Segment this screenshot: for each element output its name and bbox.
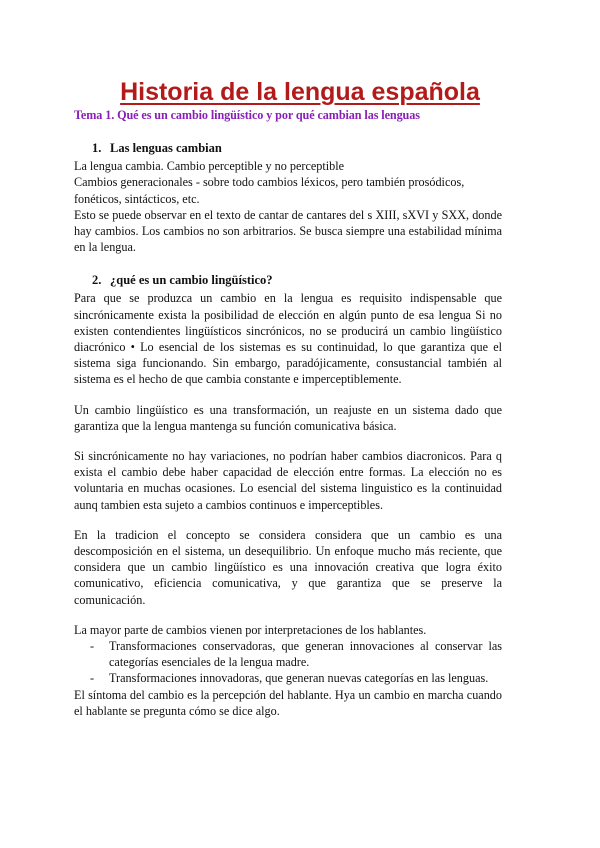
- section-1-line-2: Cambios generacionales - sobre todo cambios léxicos, pero también prosódicos, fonéticos, sintácticos, etc.: [74, 175, 465, 206]
- section-2-number: 2.: [92, 273, 102, 288]
- closing-paragraph: El síntoma del cambio es la percepción del hablante. Hya un cambio en marcha cuando el hablante se pregunta cómo se dice algo.: [74, 687, 502, 718]
- section-2-heading: [92, 273, 502, 288]
- section-1-heading: [92, 141, 502, 156]
- section-2-paragraph-3: Si sincrónicamente no hay variaciones, no podrían haber cambios diacronicos. Para q exista el cambio debe haber capacidad de elección entre formas. La elección no es voluntaria en muchas ocasiones. Lo esencial del sistema linguistico es la continuidad aunq tambien esta sujeto a cambios continuos e imperceptibles.: [74, 449, 502, 512]
- section-1-line-1: La lengua cambia. Cambio perceptible y no perceptible: [74, 159, 345, 174]
- dash-marker: -: [90, 639, 95, 654]
- list-intro: La mayor parte de cambios vienen por interpretaciones de los hablantes.: [74, 622, 427, 637]
- page-title: Historia de la lengua española: [120, 78, 480, 106]
- section-2-paragraph-4: En la tradicion el concepto se considera considera que un cambio es una descomposición en el sistema, un desequilibrio. Un enfoque mucho más reciente, que considera que un cambio lingüístico es una innovación creativa que logra éxito comunicativo, eficiencia comunicativa, y que garantiza que se preserve la comunicación.: [74, 527, 502, 607]
- section-1-number: 1.: [92, 141, 102, 156]
- bullet-list: [74, 638, 502, 687]
- section-2-paragraph-1: Para que se produzca un cambio en la lengua es requisito indispensable que sincrónicamente exista la posibilidad de elección en algún punto de esa lengua Si no existen contendientes lingüísticos sincrónicos, no se producirá un cambio lingüístico diacrónico • Lo esencial de los sistemas es su continuidad, lo que garantiza que el sistema siga funcionando. Sin embargo, paradójicamente, consustancial también al sistema es el hecho de que cambia constante e imperceptiblemente.: [74, 291, 502, 387]
- section-2-paragraph-2: Un cambio lingüístico es una transformación, un reajuste en un sistema dado que garantiza que la lengua mantenga su función comunicativa básica.: [74, 402, 502, 433]
- section-2-title: ¿qué es un cambio lingüístico?: [110, 273, 273, 288]
- list-item: - Transformaciones conservadoras, que generan innovaciones al conservar las categorías esenciales de la lengua madre.: [90, 639, 502, 670]
- list-item: - Transformaciones innovadoras, que generan nuevas categorías en las lenguas.: [90, 671, 489, 686]
- section-1-line-3: Esto se puede observar en el texto de cantar de cantares del s XIII, sXVI y SXX, donde hay cambios. Los cambios no son arbitrarios. Se busca siempre una estabilidad mínima en la lengua.: [74, 207, 502, 255]
- dash-marker: -: [90, 671, 95, 686]
- tema-heading: Tema 1. Qué es un cambio lingüístico y por qué cambian las lenguas: [74, 108, 420, 122]
- section-1-title: Las lenguas cambian: [110, 141, 222, 156]
